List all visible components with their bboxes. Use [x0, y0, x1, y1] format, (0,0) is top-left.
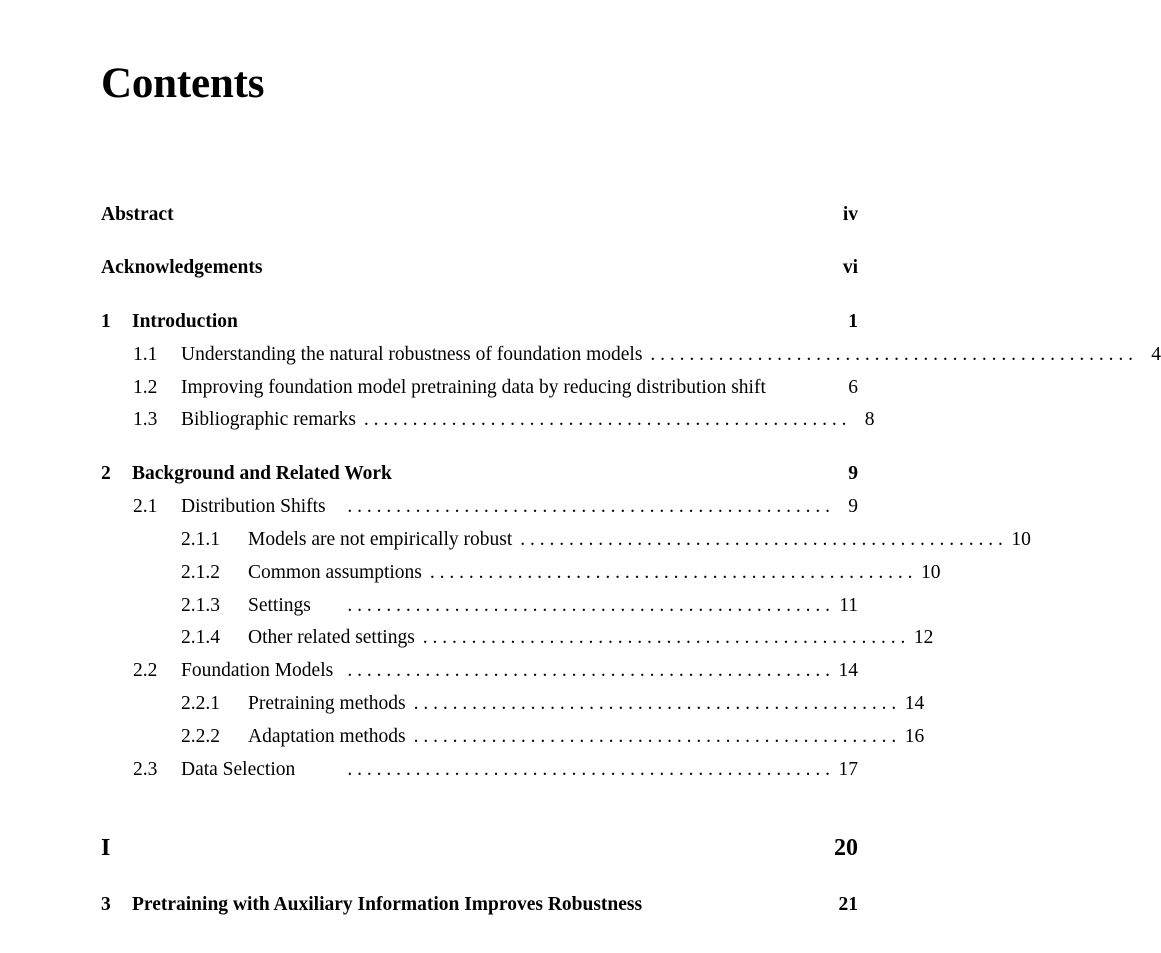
toc-page-number[interactable]: 10	[1011, 529, 1031, 550]
toc-entry-title[interactable]: Distribution Shifts	[181, 496, 326, 517]
toc-entry-number: 2.3	[133, 759, 158, 780]
toc-entry-section-1-3[interactable]	[133, 409, 875, 437]
toc-entry-number: 1.3	[133, 409, 158, 430]
toc-entry-title[interactable]: Background and Related Work	[132, 463, 392, 484]
toc-page-number[interactable]: 20	[834, 835, 858, 861]
toc-entry-title[interactable]: Other related settings	[248, 627, 415, 648]
toc-leader-dots: . . . . . . . . . . . . . . . . . . . . . . . . . . . . . . . . . . . . . . . . . . . . . . . . . .	[429, 562, 913, 583]
toc-entry-title[interactable]: Pretraining with Auxiliary Information Improves Robustness	[132, 894, 643, 915]
toc-entry-title[interactable]: Settings	[248, 595, 311, 616]
toc-part-number[interactable]: I	[101, 835, 111, 861]
toc-entry-title[interactable]: Common assumptions	[248, 562, 422, 583]
toc-entry-number: 2.1.3	[181, 595, 220, 616]
toc-entry-section-2-3[interactable]	[133, 759, 858, 787]
toc-entry-number: 2.2	[133, 660, 158, 681]
toc-entry-subsection-2-1-4[interactable]	[181, 627, 934, 655]
toc-entry-section-2-1[interactable]	[133, 496, 858, 524]
toc-entry-title[interactable]: Improving foundation model pretraining data by reducing distribution shift	[181, 377, 766, 398]
toc-leader-dots: . . . . . . . . . . . . . . . . . . . . . . . . . . . . . . . . . . . . . . . . . . . . . . . . . .	[413, 693, 897, 714]
toc-entry-section-1-1[interactable]	[133, 344, 1161, 372]
toc-page-number[interactable]: 21	[838, 894, 858, 915]
toc-page-number[interactable]: 10	[921, 562, 941, 583]
toc-leader-dots: . . . . . . . . . . . . . . . . . . . . . . . . . . . . . . . . . . . . . . . . . . . . . . . . . .	[347, 759, 830, 780]
toc-entry-section-2-2[interactable]	[133, 660, 858, 688]
page-title: Contents	[101, 60, 265, 107]
toc-entry-number: 1	[101, 311, 111, 332]
toc-page-number[interactable]: 14	[904, 693, 925, 714]
toc-entry-subsection-2-1-1[interactable]	[181, 529, 1031, 557]
toc-entry-subsection-2-1-3[interactable]	[181, 595, 858, 623]
toc-page-number[interactable]: 16	[904, 726, 925, 747]
toc-entry-number: 2.1.4	[181, 627, 220, 648]
toc-leader-dots: . . . . . . . . . . . . . . . . . . . . . . . . . . . . . . . . . . . . . . . . . . . . . . . . . .	[413, 726, 897, 747]
toc-entry-chapter-1[interactable]	[101, 311, 858, 339]
toc-entry-number: 2.2.2	[181, 726, 220, 747]
toc-entry-number: 2	[101, 463, 111, 484]
toc-entry-number: 2.1.1	[181, 529, 220, 550]
toc-entry-title[interactable]: Foundation Models	[181, 660, 334, 681]
toc-leader-dots: . . . . . . . . . . . . . . . . . . . . . . . . . . . . . . . . . . . . . . . . . . . . . . . . . .	[650, 344, 1134, 365]
toc-leader-dots: . . . . . . . . . . . . . . . . . . . . . . . . . . . . . . . . . . . . . . . . . . . . . . . . . .	[347, 595, 830, 616]
toc-entry-title[interactable]: Adaptation methods	[248, 726, 406, 747]
toc-entry-title[interactable]: Data Selection	[181, 759, 296, 780]
toc-page-number[interactable]: 9	[848, 463, 858, 484]
toc-entry-number: 2.1	[133, 496, 158, 517]
toc-entry-abstract[interactable]	[101, 204, 858, 232]
toc-entry-title[interactable]: Abstract	[101, 204, 174, 225]
toc-page-number[interactable]: vi	[842, 257, 858, 278]
toc-entry-number: 2.2.1	[181, 693, 220, 714]
toc-entry-number: 3	[101, 894, 111, 915]
toc-leader-dots: . . . . . . . . . . . . . . . . . . . . . . . . . . . . . . . . . . . . . . . . . . . . . . . . . .	[347, 496, 830, 517]
toc-entry-title[interactable]: Understanding the natural robustness of foundation models	[181, 344, 643, 365]
toc-entry-subsection-2-2-2[interactable]	[181, 726, 925, 754]
toc-entry-part-1[interactable]	[101, 835, 858, 869]
toc-entry-title[interactable]: Bibliographic remarks	[181, 409, 356, 430]
toc-page-number[interactable]: 11	[839, 595, 858, 616]
toc-leader-dots: . . . . . . . . . . . . . . . . . . . . . . . . . . . . . . . . . . . . . . . . . . . . . . . . . .	[422, 627, 906, 648]
toc-leader-dots: . . . . . . . . . . . . . . . . . . . . . . . . . . . . . . . . . . . . . . . . . . . . . . . . . .	[520, 529, 1003, 550]
toc-entry-subsection-2-2-1[interactable]	[181, 693, 925, 721]
toc-entry-chapter-2[interactable]	[101, 463, 858, 491]
toc-entry-title[interactable]: Models are not empirically robust	[248, 529, 513, 550]
toc-entry-title[interactable]: Introduction	[132, 311, 238, 332]
toc-page-number[interactable]: 17	[838, 759, 858, 780]
toc-page-number[interactable]: iv	[842, 204, 858, 225]
toc-leader-dots: . . . . . . . . . . . . . . . . . . . . . . . . . . . . . . . . . . . . . . . . . . . . . . . . . .	[347, 660, 830, 681]
toc-entry-number: 1.1	[133, 344, 158, 365]
toc-entry-chapter-3[interactable]	[101, 894, 858, 922]
toc-page-number[interactable]: 6	[848, 377, 858, 398]
toc-page-number[interactable]: 4	[1151, 344, 1161, 365]
toc-entry-section-1-2[interactable]	[133, 377, 858, 405]
toc-entry-acknowledgements[interactable]	[101, 257, 858, 285]
toc-entry-number: 2.1.2	[181, 562, 220, 583]
toc-page-number[interactable]: 8	[864, 409, 875, 430]
toc-page-number[interactable]: 14	[838, 660, 858, 681]
toc-page-number[interactable]: 12	[913, 627, 934, 648]
toc-page-number[interactable]: 1	[848, 311, 858, 332]
toc-entry-subsection-2-1-2[interactable]	[181, 562, 941, 590]
toc-entry-title[interactable]: Pretraining methods	[248, 693, 406, 714]
toc-leader-dots: . . . . . . . . . . . . . . . . . . . . . . . . . . . . . . . . . . . . . . . . . . . . . . . . . .	[363, 409, 847, 430]
toc-entry-number: 1.2	[133, 377, 158, 398]
toc-entry-title[interactable]: Acknowledgements	[101, 257, 263, 278]
toc-page-number[interactable]: 9	[848, 496, 858, 517]
